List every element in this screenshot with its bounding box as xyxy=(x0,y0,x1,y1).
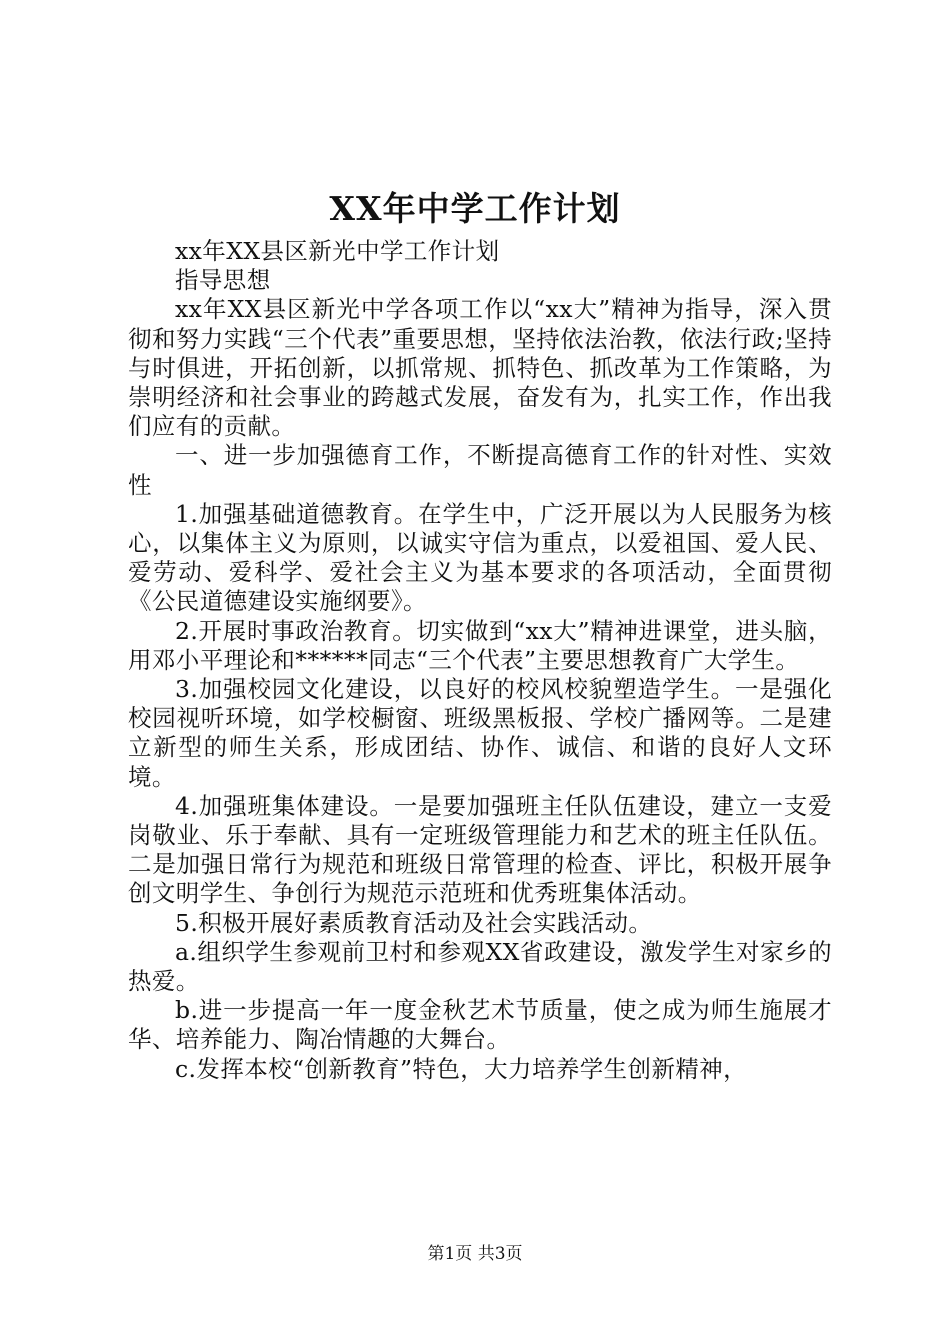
paragraph-item-5b: b.进一步提高一年一度金秋艺术节质量，使之成为师生施展才华、培养能力、陶冶情趣的大舞台。 xyxy=(128,996,832,1054)
paragraph-item-5a: a.组织学生参观前卫村和参观XX省政建设，激发学生对家乡的热爱。 xyxy=(128,937,832,996)
document-title: XX年中学工作计划 xyxy=(329,189,621,228)
paragraph-plan-heading: xx年XX县区新光中学工作计划 xyxy=(175,237,500,265)
paragraph-item-5c: c.发挥本校“创新教育”特色，大力培养学生创新精神， xyxy=(175,1054,748,1083)
paragraph-section-1-heading: 一、进一步加强德育工作，不断提高德育工作的针对性、实效性 xyxy=(128,441,832,499)
paragraph-item-1: 1.加强基础道德教育。在学生中，广泛开展以为人民服务为核心，以集体主义为原则，以诚实守信为重点，以爱祖国、爱人民、爱劳动、爱科学、爱社会主义为基本要求的各项活动，全面贯彻《公民道德建设实施纲要》。 xyxy=(128,499,832,616)
paragraph-guiding-thought: xx年XX县区新光中学各项工作以“xx大”精神为指导，深入贯彻和努力实践“三个代表”重要思想，坚持依法治教，依法行政;坚持与时俱进，开拓创新，以抓常规、抓特色、抓改革为工作策略，为崇明经济和社会事业的跨越式发展，奋发有为，扎实工作，作出我们应有的贡献。 xyxy=(128,295,832,441)
paragraph-item-3: 3.加强校园文化建设，以良好的校风校貌塑造学生。一是强化校园视听环境，如学校橱窗、班级黑板报、学校广播网等。二是建立新型的师生关系，形成团结、协作、诚信、和谐的良好人文环境。 xyxy=(128,675,832,791)
paragraph-item-2: 2.开展时事政治教育。切实做到“xx大”精神进课堂，进头脑，用邓小平理论和******同志“三个代表”主要思想教育广大学生。 xyxy=(128,616,832,674)
paragraph-item-4: 4.加强班集体建设。一是要加强班主任队伍建设，建立一支爱岗敬业、乐于奉献、具有一定班级管理能力和艺术的班主任队伍。二是加强日常行为规范和班级日常管理的检查、评比，积极开展争创文明学生、争创行为规范示范班和优秀班集体活动。 xyxy=(128,791,832,908)
document-body xyxy=(128,237,832,1084)
paragraph-guiding-thought-heading: 指导思想 xyxy=(175,266,271,295)
paragraph-item-5: 5.积极开展好素质教育活动及社会实践活动。 xyxy=(175,908,653,937)
page-footer: 第1页 共3页 xyxy=(427,1244,523,1264)
